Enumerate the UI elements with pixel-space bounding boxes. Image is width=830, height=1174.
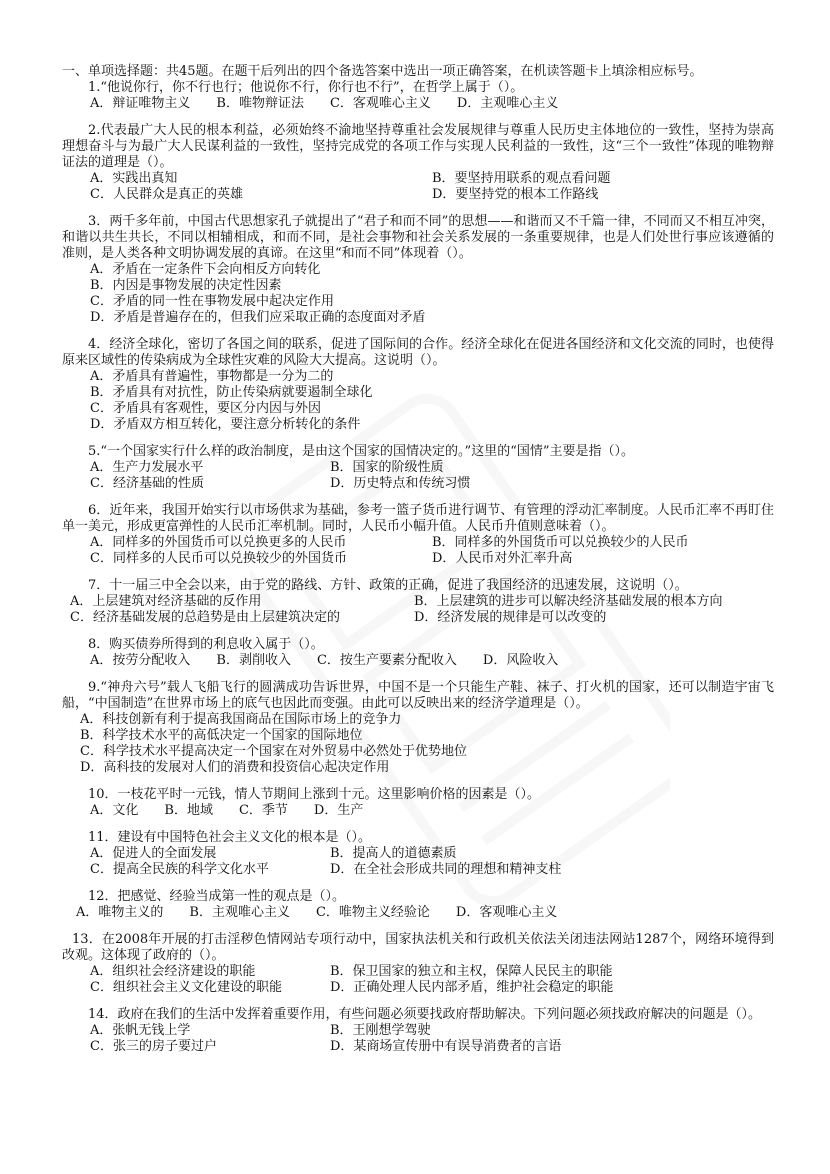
- section-title: 一、单项选择题：共45题。在题干后列出的四个备选答案中选出一项正确答案，在机读答题卡上填涂相应标号。: [62, 64, 703, 79]
- options: [80, 712, 774, 776]
- option-c[interactable]: C．矛盾具有客观性，要区分内因与外因: [90, 401, 321, 416]
- option-b[interactable]: B．王刚想学驾驶: [330, 1023, 431, 1038]
- question-13: [62, 932, 774, 996]
- question-stem: 9.“神舟六号”载人飞船飞行的圆满成功告诉世界，中国不是一个只能生产鞋、袜子、打火机的国家，还可以制造宇宙飞船，“中国制造”在世界市场上的底气也因此而变强。由此可以反映出来的经济学道理是（）。: [62, 680, 774, 711]
- option-c[interactable]: C．经济基础的性质: [90, 476, 204, 491]
- option-a[interactable]: A．矛盾在一定条件下会向相反方向转化: [90, 262, 321, 277]
- option-b[interactable]: B．国家的阶级性质: [330, 460, 444, 475]
- option-d[interactable]: D．历史特点和传统习惯: [330, 476, 471, 491]
- option-d[interactable]: D．在全社会形成共同的理想和精神支柱: [330, 862, 562, 877]
- option-d[interactable]: D．要坚持党的根本工作路线: [432, 187, 599, 202]
- option-c[interactable]: C．组织社会主义文化建设的职能: [90, 980, 282, 995]
- option-d[interactable]: D．高科技的发展对人们的消费和投资信心起决定作用: [80, 760, 390, 775]
- option-a[interactable]: A．文化: [90, 803, 139, 818]
- options: [90, 96, 774, 112]
- options: [90, 460, 774, 492]
- option-c[interactable]: C．同样多的人民币可以兑换较少的外国货币: [90, 551, 347, 566]
- option-a[interactable]: A．实践出真知: [90, 171, 178, 186]
- question-stem: 6．近年来，我国开始实行以市场供求为基础，参考一篮子货币进行调节、有管理的浮动汇率制度。人民币汇率不再盯住单一美元，形成更富弹性的人民币汇率机制。同时，人民币小幅升值。人民币升值则意味着（）。: [62, 503, 774, 534]
- question-stem: 14．政府在我们的生活中发挥着重要作用，有些问题必须要找政府帮助解决。下列问题必须找政府解决的问题是（）。: [88, 1007, 762, 1022]
- option-a[interactable]: A．矛盾具有普遍性，事物都是一分为二的: [90, 369, 334, 384]
- option-a[interactable]: A．辩证唯物主义: [90, 96, 191, 111]
- options: [90, 535, 774, 567]
- question-6: [62, 503, 774, 567]
- option-b[interactable]: B．提高人的道德素质: [330, 846, 457, 861]
- question-1: [62, 80, 774, 112]
- question-10: [62, 787, 774, 819]
- option-d[interactable]: D．生产: [313, 803, 364, 818]
- question-stem: 13．在2008年开展的打击淫秽色情网站专项行动中，国家执法机关和行政机关依法关闭违法网站1287个，网络环境得到改观。这体现了政府的（）。: [62, 932, 774, 963]
- options: [90, 653, 774, 669]
- question-stem: 12．把感觉、经验当成第一性的观点是（）。: [88, 889, 346, 904]
- question-14: [62, 1007, 774, 1055]
- options: [90, 964, 774, 996]
- question-stem: 4．经济全球化，密切了各国之间的联系，促进了国际间的合作。经济全球化在促进各国经济和文化交流的同时，也使得原来区域性的传染病成为全球性灾难的风险大大提高。这说明（）。: [62, 337, 774, 368]
- option-b[interactable]: B．科学技术水平的高低决定一个国家的国际地位: [80, 728, 363, 743]
- option-a[interactable]: A．按劳分配收入: [90, 653, 191, 668]
- option-c[interactable]: C．科学技术水平提高决定一个国家在对外贸易中必然处于优势地位: [80, 744, 467, 759]
- option-a[interactable]: A．生产力发展水平: [90, 460, 204, 475]
- options: [76, 905, 774, 921]
- option-c[interactable]: C．唯物主义经验论: [315, 905, 430, 920]
- option-d[interactable]: D．客观唯心主义: [455, 905, 558, 920]
- option-c[interactable]: C．客观唯心主义: [329, 96, 431, 111]
- question-stem: 8．购买债券所得到的利息收入属于（）。: [88, 637, 324, 652]
- option-b[interactable]: B．主观唯心主义: [189, 905, 290, 920]
- option-c[interactable]: C．按生产要素分配收入: [316, 653, 457, 668]
- option-d[interactable]: D．风险收入: [482, 653, 559, 668]
- option-a[interactable]: A．张帆无钱上学: [90, 1023, 191, 1038]
- option-c[interactable]: C．矛盾的同一性在事物发展中起决定作用: [90, 294, 334, 309]
- option-b[interactable]: B．要坚持用联系的观点看问题: [432, 171, 611, 186]
- option-c[interactable]: C．经济基础发展的总趋势是由上层建筑决定的: [70, 610, 340, 625]
- option-a[interactable]: A．唯物主义的: [76, 905, 164, 920]
- options: [90, 803, 774, 819]
- option-b[interactable]: B．矛盾具有对抗性，防止传染病就要遏制全球化: [90, 385, 373, 400]
- option-c[interactable]: C．提高全民族的科学文化水平: [90, 862, 269, 877]
- option-b[interactable]: B．地域: [164, 803, 213, 818]
- option-d[interactable]: D．主观唯心主义: [456, 96, 559, 111]
- options: [90, 1023, 774, 1055]
- question-4: [62, 337, 774, 433]
- options: [90, 262, 774, 326]
- option-a[interactable]: A．上层建筑对经济基础的反作用: [70, 594, 262, 609]
- option-a[interactable]: A．组织社会经济建设的职能: [90, 964, 256, 979]
- option-d[interactable]: D．矛盾是普遍存在的，但我们应采取正确的态度面对矛盾: [90, 310, 426, 325]
- question-2: [62, 123, 774, 203]
- question-5: [62, 444, 774, 492]
- option-a[interactable]: A．同样多的外国货币可以兑换更多的人民币: [90, 535, 347, 550]
- option-b[interactable]: B．内因是事物发展的决定性因素: [90, 278, 282, 293]
- option-d[interactable]: D．某商场宣传册中有误导消费者的言语: [330, 1039, 562, 1054]
- question-12: [62, 889, 774, 921]
- options: [90, 846, 774, 878]
- option-d[interactable]: D．正确处理人民内部矛盾，维护社会稳定的职能: [330, 980, 614, 995]
- option-c[interactable]: C．张三的房子要过户: [90, 1039, 217, 1054]
- question-11: [62, 830, 774, 878]
- option-a[interactable]: A．促进人的全面发展: [90, 846, 217, 861]
- question-stem: 1.“他说你行，你不行也行；他说你不行，你行也不行”，在哲学上属于（）。: [88, 80, 524, 95]
- option-d[interactable]: D．人民币对外汇率升高: [432, 551, 573, 566]
- question-7: [62, 578, 774, 626]
- option-c[interactable]: C．季节: [238, 803, 288, 818]
- options: [90, 171, 774, 203]
- option-b[interactable]: B．同样多的外国货币可以兑换较少的人民币: [432, 535, 689, 550]
- option-b[interactable]: B．保卫国家的独立和主权，保障人民民主的职能: [330, 964, 613, 979]
- question-list: [62, 64, 774, 1066]
- question-3: [62, 214, 774, 326]
- question-9: [62, 680, 774, 776]
- question-stem: 10．一枝花平时一元钱，情人节期间上涨到十元。这里影响价格的因素是（）。: [88, 787, 541, 802]
- options: [70, 594, 774, 626]
- option-b[interactable]: B．唯物辩证法: [216, 96, 304, 111]
- option-d[interactable]: D．经济发展的规律是可以改变的: [414, 610, 607, 625]
- question-stem: 11．建设有中国特色社会主义文化的根本是（）。: [88, 830, 372, 845]
- question-stem: 2.代表最广大人民的根本利益，必须始终不渝地坚持尊重社会发展规律与尊重人民历史主体地位的一致性，坚持为崇高理想奋斗与为最广大人民谋利益的一致性，坚持完成党的各项工作与实现人民利益的一致性，这“三个一致性”体现的唯物辩证法的道理是（）。: [62, 123, 774, 170]
- option-b[interactable]: B．上层建筑的进步可以解决经济基础发展的根本方向: [414, 594, 723, 609]
- option-c[interactable]: C．人民群众是真正的英雄: [90, 187, 243, 202]
- option-b[interactable]: B．剥削收入: [216, 653, 291, 668]
- option-d[interactable]: D．矛盾双方相互转化，要注意分析转化的条件: [90, 417, 361, 432]
- question-stem: 7．十一届三中全会以来，由于党的路线、方针、政策的正确，促进了我国经济的迅速发展，这说明（）。: [88, 578, 688, 593]
- question-stem: 3．两千多年前，中国古代思想家孔子就提出了“君子和而不同”的思想——和谐而又不千篇一律，不同而又不相互冲突，和谐以共生共长，不同以相辅相成，和而不同，是社会事物和社会关系发展的一条重要规律，也是人们处世行事应该遵循的准则，是人类各种文明协调发展的真谛。在这里“和而不同”体现着（）。: [62, 214, 774, 261]
- options: [90, 369, 774, 433]
- option-a[interactable]: A．科技创新有利于提高我国商品在国际市场上的竞争力: [80, 712, 402, 727]
- question-8: [62, 637, 774, 669]
- question-stem: 5.“一个国家实行什么样的政治制度，是由这个国家的国情决定的。”这里的“国情”主要是指（）。: [88, 444, 634, 459]
